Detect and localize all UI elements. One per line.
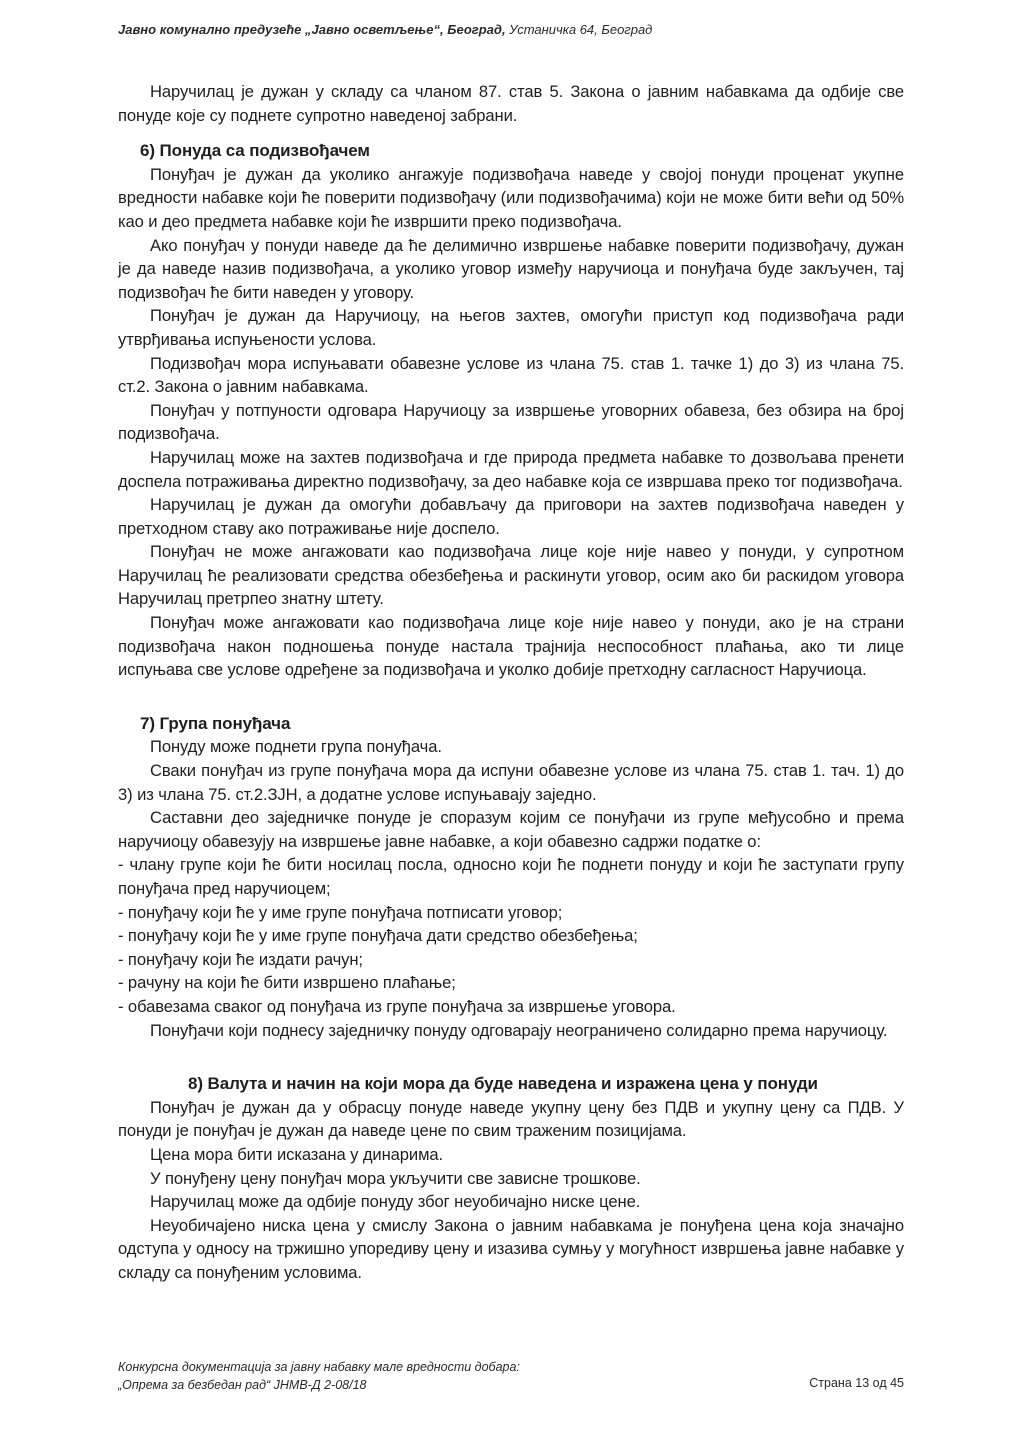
section-6-paragraph-4: Подизвођач мора испуњавати обавезне услове из члана 75. став 1. тачке 1) до 3) из члана 75. ст.2. Закона о јавним набавкама. <box>118 353 904 397</box>
section-8-paragraph-4: Наручилац може да одбије понуду због неуобичајно ниске цене. <box>150 1192 641 1212</box>
section-7-paragraph-2: Сваки понуђач из групе понуђача мора да испуни обавезне услове из члана 75. став 1. тач. 1) до 3) из члана 75. ст.2.ЗЈН, а додатне услове испуњавају заједно. <box>118 761 904 804</box>
section-7-list-item: - понуђачу који ће у име групе понуђача потписати уговор; <box>118 902 563 922</box>
section-6-paragraph-2: Ако понуђач у понуди наведе да ће делимично извршење набавке поверити подизвођачу, дужан је да наведе назив подизвођача, а уколико уговор између наручиоца и понуђача буде закључен, тај подизвођач ће бити наведен у уговору. <box>118 235 904 302</box>
header-organization: Јавно комунално предузеће „Јавно осветљење“, Београд, <box>118 22 506 37</box>
header-address: Устаничка 64, Београд <box>505 22 653 37</box>
page-footer <box>118 1358 520 1394</box>
section-7-heading: 7) Група понуђача <box>140 713 291 733</box>
section-8-paragraph-1: Понуђач је дужан да у обрасцу понуде наведе укупну цену без ПДВ и укупну цену са ПДВ. У понуди је понуђач је дужан да наведе цене по свим траженим позицијама. <box>118 1097 904 1141</box>
section-7-list-item: - понуђачу који ће издати рачун; <box>118 949 363 969</box>
document-body <box>118 80 904 1285</box>
section-8-heading: 8) Валута и начин на који мора да буде наведена и изражена цена у понуди <box>188 1074 818 1094</box>
footer-procurement-name: „Опрема за безбедан рад“ ЈНМВ-Д 2-08/18 <box>118 1378 367 1392</box>
section-6-paragraph-5: Понуђач у потпуности одговара Наручиоцу за извршење уговорних обавеза, без обзира на број подизвођача. <box>118 400 904 444</box>
section-6-paragraph-3: Понуђач је дужан да Наручиоцу, на његов захтев, омогући приступ код подизвођача ради утврђивања испуњености услова. <box>118 306 904 349</box>
section-6-paragraph-7: Наручилац је дужан да омогући добављачу да приговори на захтев подизвођача наведен у претходном ставу ако потраживање није доспело. <box>118 495 904 538</box>
intro-paragraph: Наручилац је дужан у складу са чланом 87. став 5. Закона о јавним набавкама да одбије све понуде које су поднете супротно наведеној забрани. <box>118 82 904 125</box>
section-7-paragraph-4: Понуђачи који поднесу заједничку понуду одговарају неограничено солидарно према наручиоцу. <box>150 1020 888 1040</box>
section-6-paragraph-1: Понуђач је дужан да уколико ангажује подизвођача наведе у својој понуди проценат укупне вредности набавке који ће поверити подизвођачу (или подизвођачима) који не може бити већи од 50% као и део предмета набавке који ће извршити преко подизвођача. <box>118 164 904 231</box>
section-7-list-item: - члану групе који ће бити носилац посла, односно који ће поднети понуду и који ће заступати групу понуђача пред наручиоцем; <box>118 855 904 898</box>
section-6-heading: 6) Понуда са подизвођачем <box>140 141 370 161</box>
section-7-list-item: - рачуну на који ће бити извршено плаћање; <box>118 973 456 993</box>
footer-document-title: Конкурсна документација за јавну набавку мале вредности добара: <box>118 1360 520 1374</box>
section-7-list-item: - понуђачу који ће у име групе понуђача дати средство обезбеђења; <box>118 926 638 946</box>
section-8-paragraph-3: У понуђену цену понуђач мора укључити све зависне трошкове. <box>150 1168 641 1188</box>
section-7-list-item: - обавезама сваког од понуђача из групе понуђача за извршење уговора. <box>118 996 676 1016</box>
page-header <box>118 22 652 37</box>
section-7-paragraph-1: Понуду може поднети група понуђача. <box>150 737 442 757</box>
section-6-paragraph-9: Понуђач може ангажовати као подизвођача лице које није навео у понуди, ако је на страни подизвођача након подношења понуде настала трајнија неспособност плаћања, ако ти лице испуњава све услове одређене за подизвођача и уколко добије претходну сагласност Наручиоца. <box>118 613 904 680</box>
section-7-paragraph-3: Саставни део заједничке понуде је споразум којим се понуђачи из групе међусобно и према наручиоцу обавезују на извршење јавне набавке, а који обавезно садржи податке о: <box>118 808 904 851</box>
section-8-paragraph-2: Цена мора бити исказана у динарима. <box>150 1144 444 1164</box>
section-8-paragraph-5: Неуобичајено ниска цена у смислу Закона о јавним набавкама је понуђена цена која значајно одступа у односу на тржишно упоредиву цену и изазива сумњу у могућност извршења јавне набавке у складу са понуђеним условима. <box>118 1215 904 1282</box>
page-number: Страна 13 од 45 <box>809 1376 904 1390</box>
section-6-paragraph-8: Понуђач не може ангажовати као подизвођача лице које није навео у понуди, у супротном Наручилац ће реализовати средства обезбеђења и раскинути уговор, осим ако би раскидом уговора Наручилац претрпео знатну штету. <box>118 542 904 609</box>
section-6-paragraph-6: Наручилац може на захтев подизвођача и где природа предмета набавке то дозвољава пренети доспела потраживања директно подизвођачу, за део набавке која се извршава преко тог подизвођача. <box>118 447 904 491</box>
